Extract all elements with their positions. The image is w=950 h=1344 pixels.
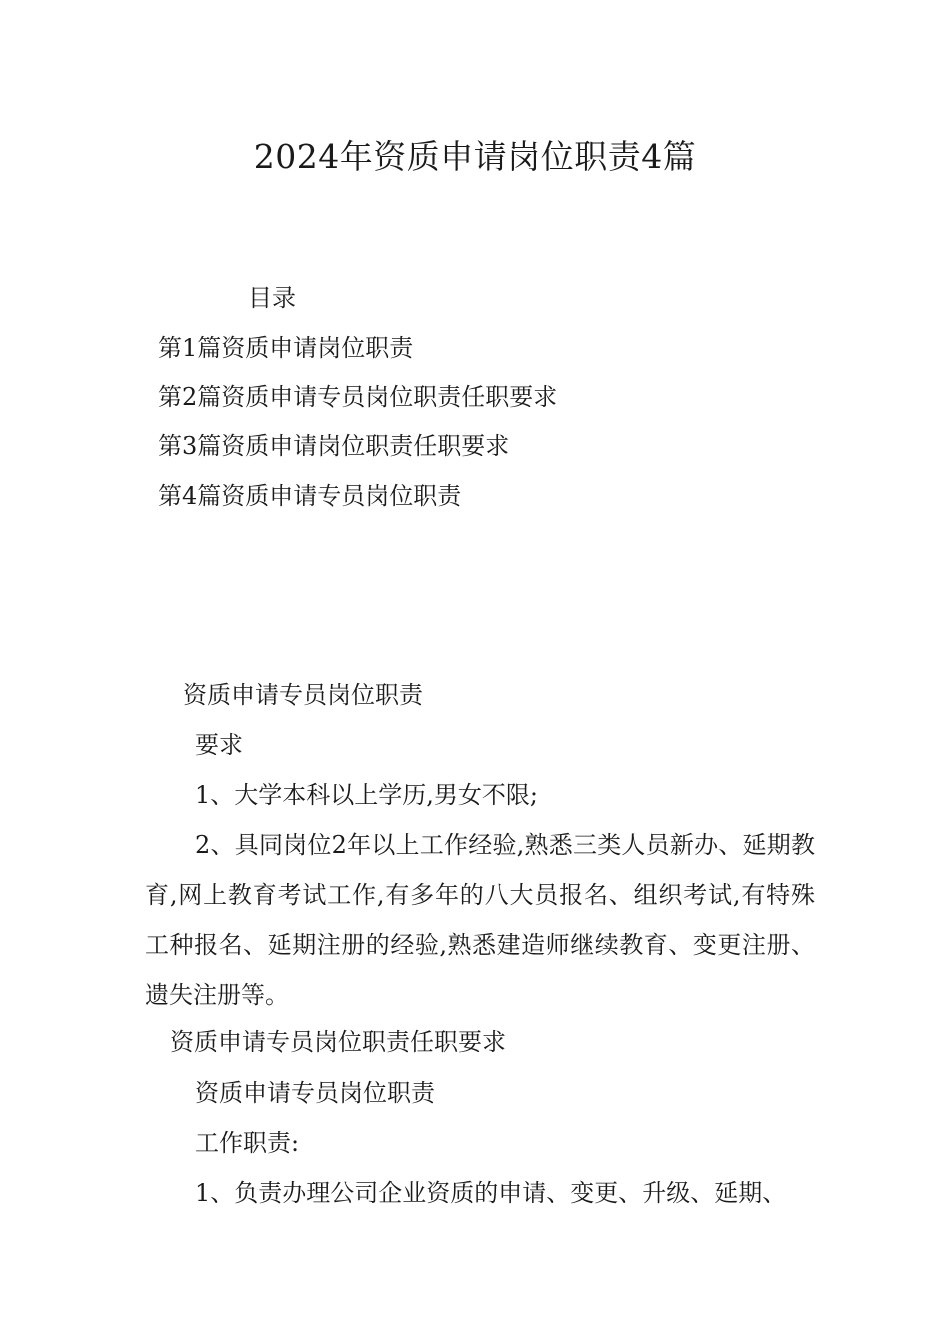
toc-heading: 目录 [248, 284, 296, 312]
section1-heading: 资质申请专员岗位职责 [183, 681, 423, 709]
toc-item-3: 第3篇资质申请岗位职责任职要求 [158, 432, 510, 460]
toc-item-2: 第2篇资质申请专员岗位职责任职要求 [158, 383, 558, 411]
toc-item-1: 第1篇资质申请岗位职责 [158, 334, 414, 362]
section1-item-2: 2、具同岗位2年以上工作经验,熟悉三类人员新办、延期教育,网上教育考试工作,有多年的八大员报名、组织考试,有特殊工种报名、延期注册的经验,熟悉建造师继续教育、变更注册、遗失注册等。 [145, 831, 815, 1009]
toc-item-4: 第4篇资质申请专员岗位职责 [158, 482, 462, 510]
section1-item-1: 1、大学本科以上学历,男女不限; [195, 781, 538, 809]
section1-subheading: 要求 [195, 731, 243, 759]
section2-subheading: 资质申请专员岗位职责 [195, 1079, 435, 1107]
section2-heading: 资质申请专员岗位职责任职要求 [170, 1028, 506, 1056]
document-title: 2024年资质申请岗位职责4篇 [253, 137, 697, 176]
section2-label: 工作职责: [195, 1129, 300, 1157]
section2-item-1: 1、负责办理公司企业资质的申请、变更、升级、延期、 [195, 1179, 787, 1207]
